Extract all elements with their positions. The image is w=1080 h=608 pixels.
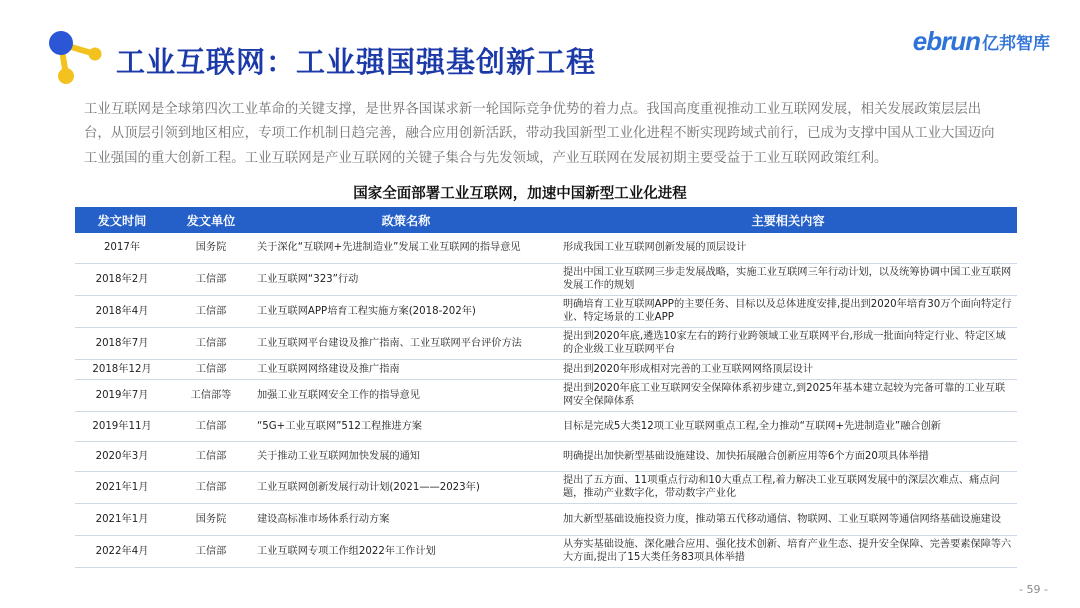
table-row <box>75 411 1017 441</box>
intro-paragraph: 工业互联网是全球第四次工业革命的关键支撑，是世界各国谋求新一轮国际竞争优势的着力点。我国高度重视推动工业互联网发展，相关发展政策层层出台，从顶层引领到地区相应，专项工作机制日趋完善，融合应用创新活跃，带动我国新型工业化进程不断实现跨域式前行，已成为支撑中国从工业大国迈向工业强国的重大创新工程。工业互联网是产业互联网的关键子集合与先发领域，产业互联网在发展初期主要受益于工业互联网政策红利。 <box>84 102 995 166</box>
table-row <box>75 359 1017 379</box>
cell-policy: 关于推动工业互联网加快发展的通知 <box>253 441 559 471</box>
cell-unit: 工信部 <box>169 359 253 379</box>
cell-date: 2018年4月 <box>75 295 169 327</box>
table-row <box>75 503 1017 535</box>
page-title: 工业互联网：工业强国强基创新工程 <box>116 45 597 79</box>
cell-content: 形成我国工业互联网创新发展的顶层设计 <box>559 233 1017 263</box>
cell-date: 2019年11月 <box>75 411 169 441</box>
cell-content: 明确提出加快新型基础设施建设、加快拓展融合创新应用等6个方面20项具体举措 <box>559 441 1017 471</box>
cell-date: 2017年 <box>75 233 169 263</box>
cell-unit: 工信部 <box>169 263 253 295</box>
cell-date: 2021年1月 <box>75 471 169 503</box>
cell-policy: 工业互联网平台建设及推广指南、工业互联网平台评价方法 <box>253 327 559 359</box>
cell-policy: “5G+工业互联网”512工程推进方案 <box>253 411 559 441</box>
cell-policy: 工业互联网网络建设及推广指南 <box>253 359 559 379</box>
cell-content: 目标是完成5大类12项工业互联网重点工程,全力推动“互联网+先进制造业”融合创新 <box>559 411 1017 441</box>
table-header-row <box>75 207 1017 233</box>
table-row <box>75 441 1017 471</box>
table-row <box>75 233 1017 263</box>
brand-logo <box>913 26 1050 56</box>
cell-date: 2018年12月 <box>75 359 169 379</box>
cell-policy: 工业互联网APP培育工程实施方案(2018-202年) <box>253 295 559 327</box>
table-row <box>75 535 1017 567</box>
cell-content: 提出中国工业互联网三步走发展战略，实施工业互联网三年行动计划，以及统筹协调中国工业互联网发展工作的规划 <box>559 263 1017 295</box>
brand-logo-cn: 亿邦智库 <box>982 33 1050 54</box>
cell-date: 2018年7月 <box>75 327 169 359</box>
table-row <box>75 379 1017 411</box>
cell-content: 提出了五方面、11项重点行动和10大重点工程,着力解决工业互联网发展中的深层次难点、痛点问题，推动产业数字化，带动数字产业化 <box>559 471 1017 503</box>
cell-policy: 关于深化“互联网+先进制造业”发展工业互联网的指导意见 <box>253 233 559 263</box>
cell-date: 2019年7月 <box>75 379 169 411</box>
cell-unit: 国务院 <box>169 503 253 535</box>
cell-policy: 工业互联网专项工作组2022年工作计划 <box>253 535 559 567</box>
cell-content: 提出到2020年形成相对完善的工业互联网网络顶层设计 <box>559 359 1017 379</box>
cell-content: 明确培育工业互联网APP的主要任务、目标以及总体进度安排,提出到2020年培育30万个面向特定行业、特定场景的工业APP <box>559 295 1017 327</box>
table-title: 国家全面部署工业互联网，加速中国新型工业化进程 <box>353 186 687 202</box>
policy-table <box>75 207 1017 568</box>
table-row <box>75 471 1017 503</box>
cell-unit: 工信部 <box>169 295 253 327</box>
cell-unit: 工信部等 <box>169 379 253 411</box>
brand-logo-en: ebrun <box>912 25 980 56</box>
cell-unit: 工信部 <box>169 535 253 567</box>
table-row <box>75 295 1017 327</box>
cell-content: 加大新型基础设施投资力度，推动第五代移动通信、物联网、工业互联网等通信网络基础设施建设 <box>559 503 1017 535</box>
cell-unit: 工信部 <box>169 441 253 471</box>
cell-content: 提出到2020年底工业互联网安全保障体系初步建立,到2025年基本建立起较为完备可靠的工业互联网安全保障体系 <box>559 379 1017 411</box>
table-row <box>75 327 1017 359</box>
cell-policy: 建设高标准市场体系行动方案 <box>253 503 559 535</box>
cell-policy: 工业互联网“323”行动 <box>253 263 559 295</box>
header-unit: 发文单位 <box>169 207 253 233</box>
cell-unit: 工信部 <box>169 327 253 359</box>
page-number: - 59 - <box>1019 583 1048 596</box>
table-row <box>75 263 1017 295</box>
header-content: 主要相关内容 <box>559 207 1017 233</box>
cell-date: 2022年4月 <box>75 535 169 567</box>
cell-unit: 工信部 <box>169 471 253 503</box>
cell-date: 2021年1月 <box>75 503 169 535</box>
cell-content: 从夯实基础设施、深化融合应用、强化技术创新、培育产业生态、提升安全保障、完善要素保障等六大方面,提出了15大类任务83项具体举措 <box>559 535 1017 567</box>
cell-content: 提出到2020年底,遴选10家左右的跨行业跨领域工业互联网平台,形成一批面向特定行业、特定区域的企业级工业互联网平台 <box>559 327 1017 359</box>
cell-date: 2018年2月 <box>75 263 169 295</box>
cell-unit: 国务院 <box>169 233 253 263</box>
cell-policy: 加强工业互联网安全工作的指导意见 <box>253 379 559 411</box>
header-policy: 政策名称 <box>253 207 559 233</box>
cell-unit: 工信部 <box>169 411 253 441</box>
cell-policy: 工业互联网创新发展行动计划(2021——2023年) <box>253 471 559 503</box>
network-nodes-icon <box>46 30 106 86</box>
header-date: 发文时间 <box>75 207 169 233</box>
cell-date: 2020年3月 <box>75 441 169 471</box>
